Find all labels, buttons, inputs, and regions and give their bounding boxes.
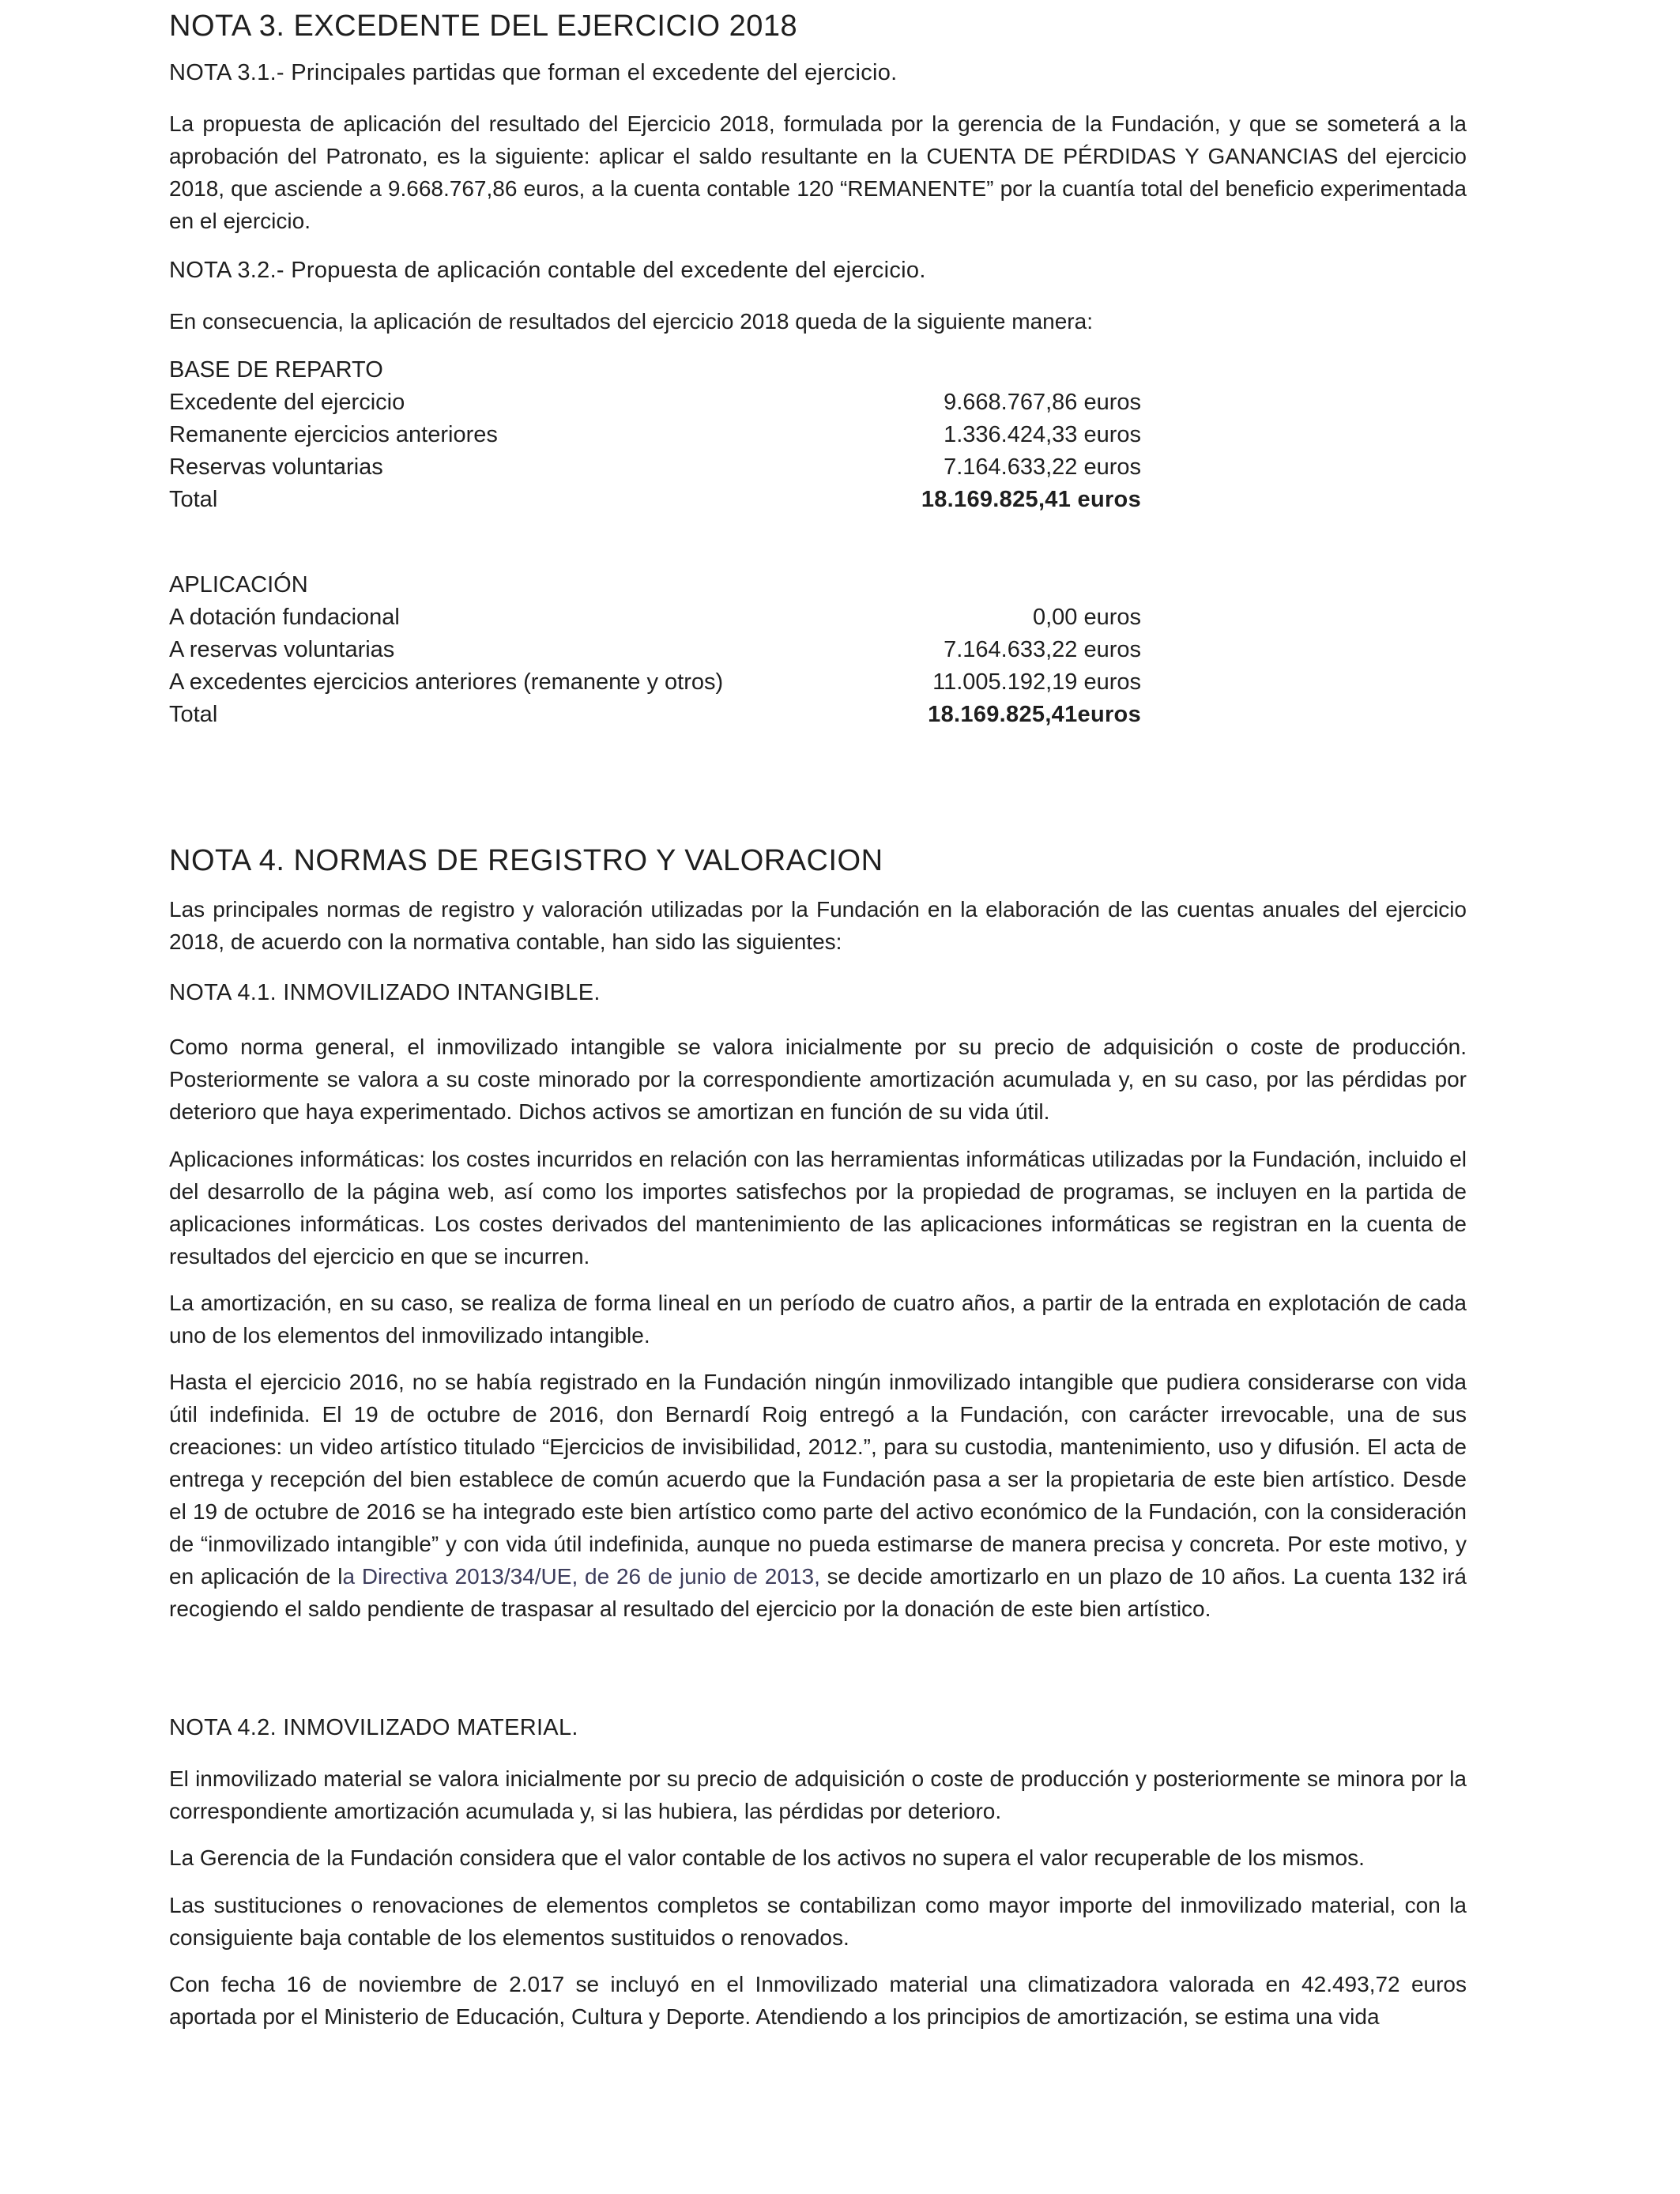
nota3-title: NOTA 3. EXCEDENTE DEL EJERCICIO 2018 <box>169 9 798 43</box>
nota4-1-paragraph-3: La amortización, en su caso, se realiza de forma lineal en un período de cuatro años, a partir de la entrada en explotación de cada uno de los elementos del inmovilizado intangible. <box>169 1291 1467 1348</box>
row-value: 1.336.424,33 euros <box>944 422 1141 447</box>
nota4-1-title: NOTA 4.1. INMOVILIZADO INTANGIBLE. <box>169 980 601 1005</box>
table-row <box>169 419 1141 451</box>
nota4-1-paragraph-4 <box>169 1366 1467 1625</box>
directiva-reference: a Directiva 2013/34/UE, de 26 de junio de 2013, <box>342 1564 820 1589</box>
table-row <box>169 634 1141 666</box>
table-row <box>169 666 1141 699</box>
table-row <box>169 451 1141 484</box>
nota4-1-paragraph-1: Como norma general, el inmovilizado intangible se valora inicialmente por su precio de adquisición o coste de producción. Posteriormente se valora a su coste minorado por la correspondiente amortización acumulada y, en su caso, por las pérdidas por deterioro que haya experimentado. Dichos activos se amortizan en función de su vida útil. <box>169 1035 1467 1124</box>
row-label: Total <box>169 487 218 512</box>
nota4-2-title: NOTA 4.2. INMOVILIZADO MATERIAL. <box>169 1715 578 1740</box>
row-value: 0,00 euros <box>1032 605 1141 630</box>
row-value: 9.668.767,86 euros <box>944 390 1141 415</box>
row-value: 7.164.633,22 euros <box>944 454 1141 480</box>
table-row <box>169 386 1141 419</box>
nota4-intro: Las principales normas de registro y valoración utilizadas por la Fundación en la elaboración de las cuentas anuales del ejercicio 2018, de acuerdo con la normativa contable, han sido las siguientes: <box>169 897 1467 954</box>
row-label: Remanente ejercicios anteriores <box>169 422 498 447</box>
nota4-2-paragraph-1: El inmovilizado material se valora inicialmente por su precio de adquisición o coste de producción y posteriormente se minora por la correspondiente amortización acumulada y, si las hubiera, las pérdidas por deterioro. <box>169 1766 1467 1823</box>
nota4-title: NOTA 4. NORMAS DE REGISTRO Y VALORACION <box>169 844 883 877</box>
row-value: 7.164.633,22 euros <box>944 637 1141 662</box>
row-label: A reservas voluntarias <box>169 637 395 662</box>
table-row <box>169 601 1141 634</box>
row-value: 18.169.825,41euros <box>928 702 1141 727</box>
table-row-total <box>169 699 1141 731</box>
paragraph-text: se decide amortizarlo en un plazo de 10 años. La cuenta 132 irá recogiendo el saldo pendiente de traspasar al resultado del ejercicio por la donación de este bien artístico. <box>169 1564 1467 1621</box>
table-row-total <box>169 484 1141 516</box>
nota4-2-paragraph-3: Las sustituciones o renovaciones de elementos completos se contabilizan como mayor importe del inmovilizado material, con la consiguiente baja contable de los elementos sustituidos o renovados. <box>169 1893 1467 1950</box>
nota4-1-paragraph-2: Aplicaciones informáticas: los costes incurridos en relación con las herramientas informáticas utilizadas por la Fundación, incluido el del desarrollo de la página web, así como los importes satisfechos por la propiedad de programas, se incluyen en la partida de aplicaciones informáticas. Los costes derivados del mantenimiento de las aplicaciones informáticas se registran en la cuenta de resultados del ejercicio en que se incurren. <box>169 1147 1467 1269</box>
nota3-2-title: NOTA 3.2.- Propuesta de aplicación contable del excedente del ejercicio. <box>169 258 926 283</box>
row-label: Excedente del ejercicio <box>169 390 405 415</box>
nota4-2-paragraph-4: Con fecha 16 de noviembre de 2.017 se incluyó en el Inmovilizado material una climatizadora valorada en 42.493,72 euros aportada por el Ministerio de Educación, Cultura y Deporte. Atendiendo a los principios de amortización, se estima una vida <box>169 1972 1467 2029</box>
nota3-1-paragraph: La propuesta de aplicación del resultado del Ejercicio 2018, formulada por la gerencia de la Fundación, y que se someterá a la aprobación del Patronato, es la siguiente: aplicar el saldo resultante en la CUENTA DE PÉRDIDAS Y GANANCIAS del ejercicio 2018, que asciende a 9.668.767,86 euros, a la cuenta contable 120 “REMANENTE” por la cuantía total del beneficio experimentada en el ejercicio. <box>169 111 1467 233</box>
base-reparto-table <box>169 354 1141 516</box>
nota3-2-paragraph: En consecuencia, la aplicación de resultados del ejercicio 2018 queda de la siguiente manera: <box>169 309 1093 334</box>
row-label: Reservas voluntarias <box>169 454 383 480</box>
row-value: 11.005.192,19 euros <box>932 669 1141 695</box>
row-label: A dotación fundacional <box>169 605 400 630</box>
paragraph-text: Hasta el ejercicio 2016, no se había registrado en la Fundación ningún inmovilizado intangible que pudiera considerarse con vida útil indefinida. El 19 de octubre de 2016, don Bernardí Roig entregó a la Fundación, con carácter irrevocable, una de sus creaciones: un video artístico titulado “Ejercicios de invisibilidad, 2012.”, para su custodia, mantenimiento, uso y difusión. El acta de entrega y recepción del bien establece de común acuerdo que la Fundación pasa a ser la propietaria de este bien artístico. Desde el 19 de octubre de 2016 se ha integrado este bien artístico como parte del activo económico de la Fundación, con la consideración de “inmovilizado intangible” y con vida útil indefinida, aunque no pueda estimarse de manera precisa y concreta. Por este motivo, y en aplicación de l <box>169 1370 1467 1589</box>
nota3-1-title: NOTA 3.1.- Principales partidas que forman el excedente del ejercicio. <box>169 60 898 85</box>
nota4-2-paragraph-2: La Gerencia de la Fundación considera que el valor contable de los activos no supera el valor recuperable de los mismos. <box>169 1845 1365 1870</box>
aplicacion-heading-row <box>169 569 1141 601</box>
aplicacion-table <box>169 569 1141 731</box>
row-value: 18.169.825,41 euros <box>921 487 1141 512</box>
row-label: Total <box>169 702 218 727</box>
base-reparto-heading: BASE DE REPARTO <box>169 357 383 383</box>
aplicacion-heading: APLICACIÓN <box>169 572 308 598</box>
row-label: A excedentes ejercicios anteriores (remanente y otros) <box>169 669 724 695</box>
base-reparto-heading-row <box>169 354 1141 386</box>
